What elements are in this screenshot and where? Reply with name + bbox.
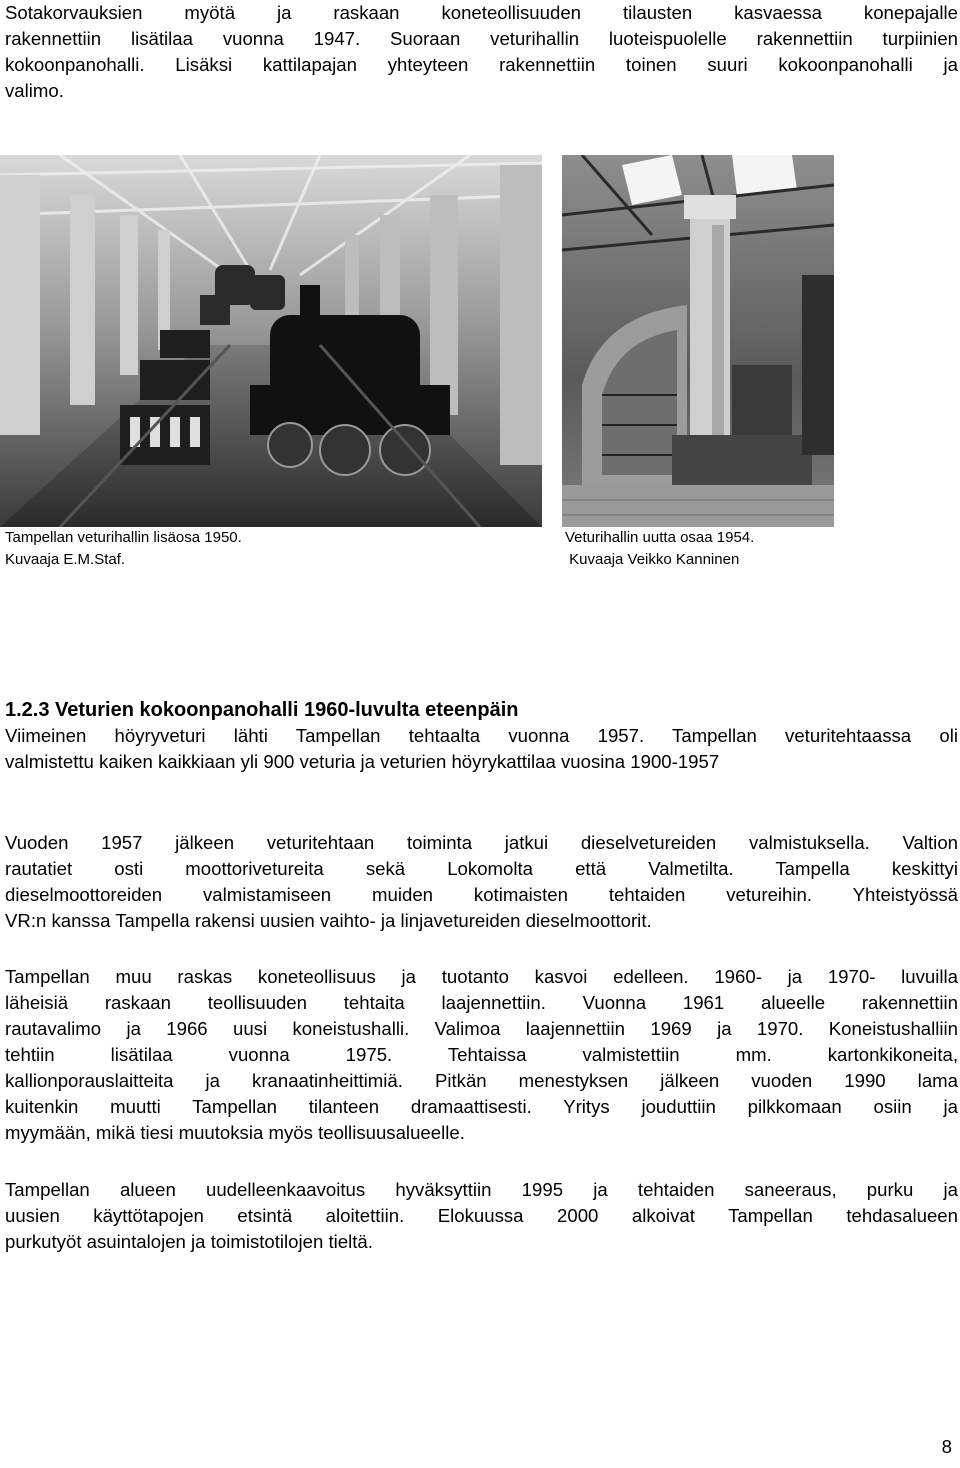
body-line: Tampellan muu raskas koneteollisuus ja tuotanto kasvoi edelleen. 1960- ja 1970- luvuilla bbox=[5, 966, 958, 987]
body-line: Viimeinen höyryveturi lähti Tampellan tehtaalta vuonna 1957. Tampellan veturitehtaassa oli bbox=[5, 725, 958, 746]
body-line: läheisiä raskaan teollisuuden tehtaita laajennettiin. Vuonna 1961 alueelle rakennettiin bbox=[5, 992, 958, 1013]
caption-right-credit: Kuvaaja Veikko Kanninen bbox=[565, 551, 740, 568]
body-line: purkutyöt asuintalojen ja toimistotilojen tieltä. bbox=[5, 1231, 373, 1252]
body-line: dieselmoottoreiden valmistamiseen muiden kotimaisten tehtaiden vetureihin. Yhteistyössä bbox=[5, 884, 958, 905]
caption-left-credit: Kuvaaja E.M.Staf. bbox=[5, 551, 126, 568]
intro-paragraph bbox=[5, 0, 958, 104]
body-paragraph bbox=[5, 1177, 958, 1255]
body-paragraph bbox=[5, 723, 958, 775]
body-line: Vuoden 1957 jälkeen veturitehtaan toiminta jatkui dieselvetureiden valmistuksella. Valtion bbox=[5, 832, 958, 853]
body-line: Tampellan alueen uudelleenkaavoitus hyväksyttiin 1995 ja tehtaiden saneeraus, purku ja bbox=[5, 1179, 958, 1200]
body-line: myymään, mikä tiesi muutoksia myös teollisuusalueelle. bbox=[5, 1122, 465, 1143]
photo-hall-machinery-image bbox=[562, 155, 834, 527]
intro-line: valimo. bbox=[5, 80, 64, 101]
section-heading: 1.2.3 Veturien kokoonpanohalli 1960-luvulta eteenpäin bbox=[5, 699, 519, 721]
body-line: tehtiin lisätilaa vuonna 1975. Tehtaissa valmistettiin mm. kartonkikoneita, bbox=[5, 1044, 958, 1065]
caption-right-title: Veturihallin uutta osaa 1954. bbox=[565, 529, 755, 546]
photo-locomotive-hall-image bbox=[0, 155, 542, 527]
body-line: VR:n kanssa Tampella rakensi uusien vaihto- ja linjavetureiden dieselmoottorit. bbox=[5, 910, 652, 931]
intro-line: rakennettiin lisätilaa vuonna 1947. Suoraan veturihallin luoteispuolelle rakennettiin turpiinien bbox=[5, 28, 958, 49]
photo-hall-machinery bbox=[562, 155, 834, 527]
body-line: rautatiet osti moottorivetureita sekä Lokomolta että Valmetilta. Tampella keskittyi bbox=[5, 858, 958, 879]
body-line: rautavalimo ja 1966 uusi koneistushalli. Valimoa laajennettiin 1969 ja 1970. Koneistushalliin bbox=[5, 1018, 958, 1039]
intro-line: Sotakorvauksien myötä ja raskaan koneteollisuuden tilausten kasvaessa konepajalle bbox=[5, 2, 958, 23]
intro-line: kokoonpanohalli. Lisäksi kattilapajan yhteyteen rakennettiin toinen suuri kokoonpanohalli ja bbox=[5, 54, 958, 75]
body-line: valmistettu kaiken kaikkiaan yli 900 veturia ja veturien höyrykattilaa vuosina 1900-1957 bbox=[5, 751, 720, 772]
body-line: kallionporauslaitteita ja kranaatinheittimiä. Pitkän menestyksen jälkeen vuoden 1990 lama bbox=[5, 1070, 958, 1091]
body-paragraph bbox=[5, 964, 958, 1146]
body-line: kuitenkin muutti Tampellan tilanteen dramaattisesti. Yritys jouduttiin pilkkomaan osiin ja bbox=[5, 1096, 958, 1117]
caption-right bbox=[565, 527, 754, 571]
page-number: 8 bbox=[941, 1436, 952, 1457]
caption-left-title: Tampellan veturihallin lisäosa 1950. bbox=[5, 529, 242, 546]
caption-left bbox=[5, 527, 242, 571]
photo-locomotive-hall bbox=[0, 155, 542, 527]
body-line: uusien käyttötapojen etsintä aloitettiin. Elokuussa 2000 alkoivat Tampellan tehdasalueen bbox=[5, 1205, 958, 1226]
body-paragraph bbox=[5, 830, 958, 934]
